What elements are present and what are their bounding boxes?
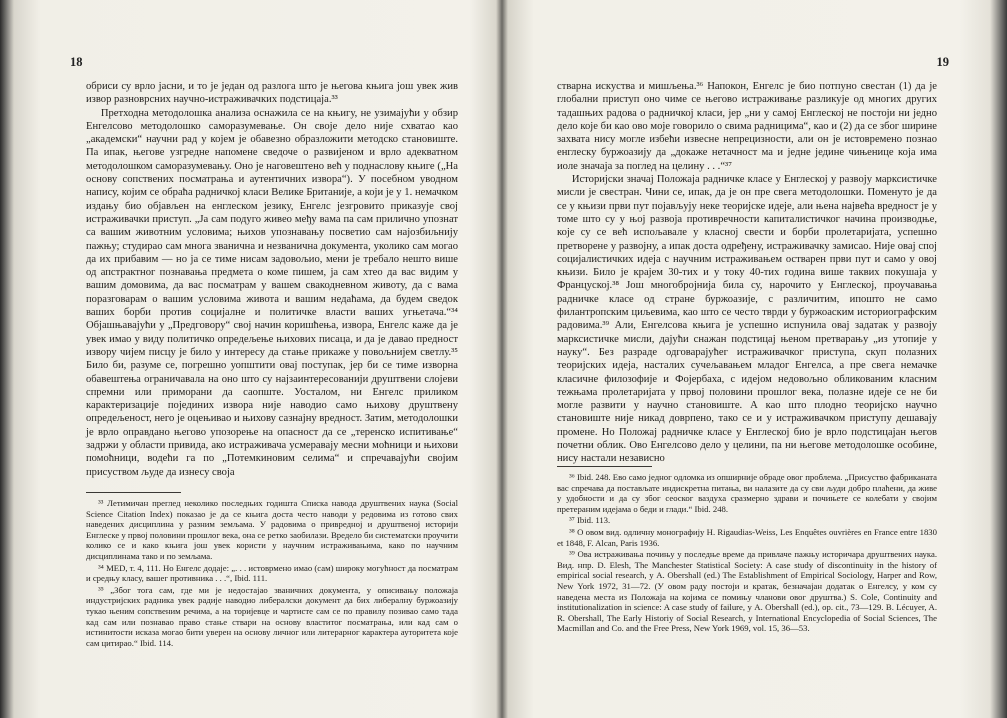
footnote: ³⁹ Ова истраживања почињу у последње време да привлаче пажњу историчара друштвених наука. Вид. нпр. D. Elesh, The Manchester Statistical Society: A case study of discontinuity in the history of empirical social research, у A. Obershall (ed.) The Establishment of Empirical Sociology, Harper and Row, New York 1972, 31—72. (У овом раду постоји и кратак, безначајан додатак о Енгелсу, у ком су наведена места из Положаја на којима се помињу чланови овог друштва.) S. Cole, Continuity and institutionalization in science: A case study of failure, у A. Obershall (ed.), op. cit., 73—129. B. Lécuyer, A. R. Obershall, The Early Historiy of Social Research, у International Encyclopedia of Social Sciences, The Macmillan and Co. and the Free Press, New York 1969, vol. 15, 36—53. [557, 549, 937, 634]
footnote: ³⁵ „Због тога сам, где ми је недостајао званичних документа, у описивању положаја индустријских радника увек радије наводио либералски документ да бих либералну буржоазију тукао њеним сопственим речима, а на торијевце и чартисте сам се по правилу позивао само тада кад сам или познавао право стање ствари на основу властитог посматрања, или кад сам о истинитости исказа могао бити уверен на основу личног или литерарног карактера ауторитета које сам цитирао.“ Ibid. 114. [86, 584, 458, 648]
footnote-divider [86, 492, 181, 493]
paragraph: Историјски значај Положаја радничке класе у Енглеској у развоју марксистичке мисли је свестран. Чини се, ипак, да је он пре свега методолошки. Поменуто је да се у књизи први пут појављују неке теоријске идеје, али њена највећа вредност је у томе што су у њој развоја противречности капиталистичког начина производње, које су се већ испољавале у класној свести и борби пролетаријата, успешно претворене у развојну, а ипак доста одређену, истраживачку замисао. Није овај спој социјалистичких идеја с научним истраживањем остварен први пут и само у овој књизи. Било је крајем 30-тих и у току 40-тих година више таквих покушаја у Француској.³⁸ Још многобројнија била су, нарочито у Енглеској, проучавања радничке класе од стране буржоазије, с различитим, ипошто не само филантропским циљевима, као што се често тврди у буржоаским историографским радовима.³⁹ Али, Енгелсова књига је успешно испунила овај задатак у развоју марксистичке мисли, дајући снажан подстицај њеном претварању „из утопије у науку“. Без разраде одговарајућег истраживачког приступа, скуп полазних теоријских идеја, насталих сучељавањем младог Енгелса, а пре свега немачке класичне филозофије и Фојербаха, с идејом недовољно обликованим класним тежњама пролетаријата у првој половини прошлог века, полазне идеје се не би могле развити у научно становиште. А као што плодно теоријско научно становиште није никад доврпено, тако се и у истраживачком приступу дешавају промене. Но Положај радничке класе у Енглеској био је врло подстицајан његов почетни облик. Ово Енгелсово дело у целини, па ни његове методолошке особине, нису настали независно [557, 174, 937, 465]
page-number: 18 [70, 55, 83, 69]
page-number: 19 [936, 55, 949, 69]
footnotes [86, 498, 458, 649]
footnote: ³⁸ О овом вид. одличну монографију H. Rigaudias-Weiss, Les Enquêtes ouvrières en France entre 1830 et 1848, F. Alcan, Paris 1936. [557, 526, 937, 548]
footnote: ³⁴ MED, т. 4, 111. Но Енгелс додаје: „. . . истоврмено имао (сам) широку могућност да посматрам и средњу класу, вашег противника . . .“, Ibid. 111. [86, 562, 458, 584]
main-text [86, 80, 458, 479]
main-text [557, 80, 937, 466]
paragraph: стварна искуства и мишљења.³⁶ Напокон, Енгелс је био потпуно свестан (1) да је глобални приступ оно чиме се његово истраживање разликује од многих других тадашњих радова о радничкој класи, јер „ни у самој Енглеској не постоји ни једно дело које би као ово моје говорило о свима радницима“, као и (2) да се због ширине захвата нису могле избећи извесне непрецизности, али он је истовремено познао енглеску буржоазију да „докаже нетачност ма и једне једине чињенице која има иоле значаја за поглед на целину . . .“³⁷ [557, 81, 937, 172]
paragraph: Претходна методолошка анализа оснажила се на књигу, не узимајући у обзир Енгелсово методолошко саморазумевање. Он своје дело није схватао као „академски“ научни рад у којем је обавезно образложити методско становиште. Па ипак, његове узгредне напомене сведоче о развијеном и врло адекватном методолошком саморазумевању. Оно је наговештено већ у поднаслову књиге („На основу сопствених посматрања и аутентичних извора“). У посебном уводном напису, којим се обраћа радничкој класи Велике Британије, а који је у 1. немачком издању био објављен на енглеском језику, Енгелс језгровито приказује свој истраживачки приступ. „Ја сам подуго живео међу вама па сам прилично упознат са вашим животним условима; њихов упознавању посветио сам најозбиљнију пажњу; студирао сам многа званична и незванична документа, уколико сам могао да их прибавим — но ја се тиме нисам задовољио, мени је требало нешто више од апстрактног познавања предмета о коме пишем, ја сам хтео да вас видим у вашим домовима, да вас посматрам у вашем свакодневном животу, да с вама поразговарам о вашим условима живота и вашим недаћама, да будем сведок ваших борби против социјалне и политичке власти ваших угњетача.“³⁴ Објашњавајући у „Предговору“ свој начин коришћења, извора, Енгелс каже да је увек имао у виду политичко опредељење њихових писаца, и да је давао предност извору чијем писцу је било у интересу да стање прикаже у повољнијем светлу.³⁵ Било би, разуме се, погрешно уопштити овај поступак, јер би се тиме изворна обавештења ограничавала на оно што су најзаинтересованији друштвени слојеви спремни или приморани да саопште. Уосталом, ни Енгелс приликом карактеризације појединих извора није наводио само њихову друштвену опредељеност, него је оцењивао и њихову сазнајну вредност. Затим, методолошки је врло оправдано његово упозорење на опасност да се „теренско испитивање“ задржи у области привида, ако истраживача усмеравају месни моћници и њихови помоћници, водећи га по „Потемкиновим селима“ и спречавајући својим присуством људе да изнесу своја [86, 107, 458, 478]
footnote: ³⁶ Ibid. 248. Ево само једног одломка из опширније обраде овог проблема. „Присуство фабриканата вас спречава да постављате индискретна питања, ви налазите да су сви људи добро плаћени, да живе у удобности и да су због сеоског ваздуха сразмерно здрави и почињете се колебати у својим претераним идејама о беди и глади.“ Ibid. 248. [557, 472, 937, 514]
footnote: ³³ Летимичан преглед неколико последњих годишта Списка навода друштвених наука (Social Science Citation Index) показао је да се књига доста често наводи у редовима из готово свих наведених дисциплина у разним земљама. У радовима о привредној и друштвеној историји Енглеске у првој половини прошлог века, она се ретко заобилази. Вредело би систематски проучити колико се и како књига још увек користи у научним истраживањима, како по научним дисциплинама тако и по земљама. [86, 498, 458, 561]
footnote-divider [557, 466, 652, 467]
footnotes [557, 472, 937, 635]
right-page [505, 0, 1007, 718]
left-page [0, 0, 502, 718]
paragraph: обриси су врло јасни, и то је један од разлога што је његова књига још увек жив извор разноврсних научно-истраживачких подстицаја.³³ [86, 81, 458, 106]
footnote: ³⁷ Ibid. 113. [569, 515, 611, 526]
